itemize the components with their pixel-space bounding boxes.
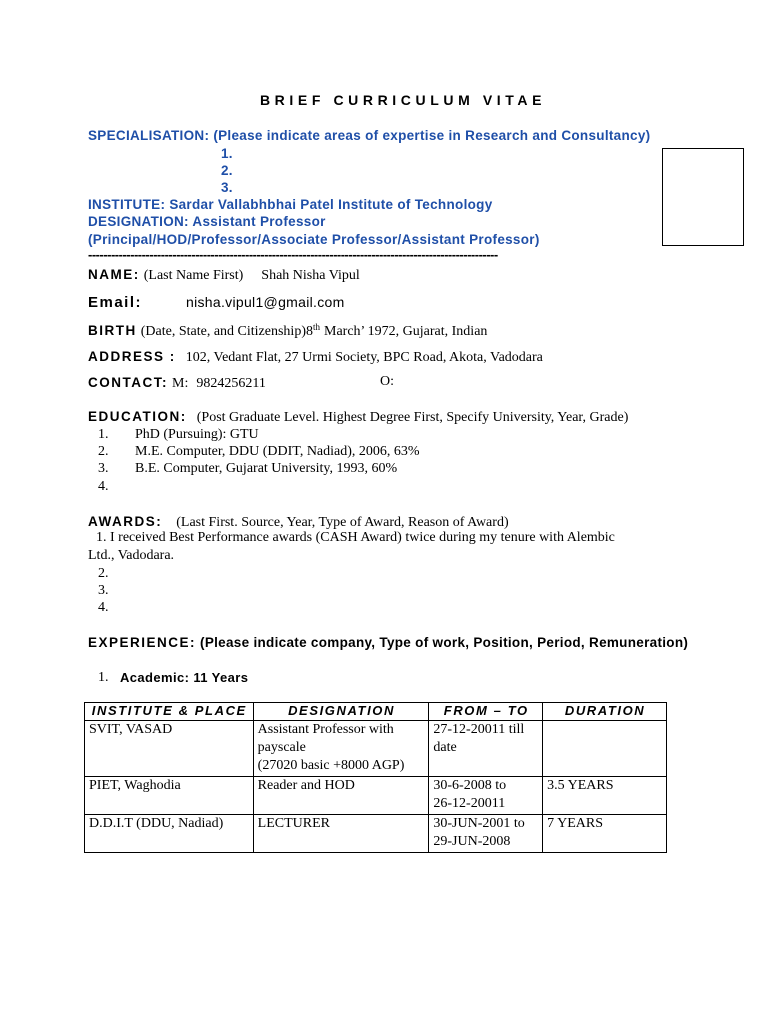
header-duration: DURATION xyxy=(543,703,667,721)
education-item-3-number: 3. xyxy=(98,461,109,476)
specialisation-note: (Please indicate areas of expertise in Research and Consultancy) xyxy=(213,128,651,143)
birth-day-suffix: th xyxy=(312,322,320,332)
contact-line xyxy=(88,374,266,392)
cell-from-to-line: 30-6-2008 to xyxy=(433,778,507,793)
award-item-1-line-2: Ltd., Vadodara. xyxy=(88,548,175,563)
institute-line xyxy=(88,197,493,212)
experience-table xyxy=(84,702,667,853)
specialisation-line xyxy=(88,128,650,143)
education-line xyxy=(88,408,628,426)
cell-from-to xyxy=(429,815,543,853)
birth-value: March’ 1972, Gujarat, Indian xyxy=(324,324,488,339)
cell-from-to-line: 27-12-20011 till xyxy=(433,722,525,737)
award-item-2: 2. xyxy=(98,566,109,581)
header-designation: DESIGNATION xyxy=(253,703,429,721)
cell-from-to xyxy=(429,777,543,815)
designation-options: (Principal/HOD/Professor/Associate Professor/Assistant Professor) xyxy=(88,232,540,247)
education-item-4-number: 4. xyxy=(98,479,109,494)
specialisation-item-3: 3. xyxy=(221,180,233,195)
cell-designation-line: (27020 basic +8000 AGP) xyxy=(257,758,405,773)
name-value: Shah Nisha Vipul xyxy=(261,268,360,283)
experience-label: EXPERIENCE: xyxy=(88,635,197,650)
email-value: nisha.vipul1@gmail.com xyxy=(186,294,345,310)
table-row xyxy=(85,721,667,777)
contact-office-prefix: O: xyxy=(380,374,394,389)
specialisation-item-2: 2. xyxy=(221,163,233,178)
experience-line xyxy=(88,634,688,652)
award-item-4: 4. xyxy=(98,600,109,615)
cell-from-to-line: 30-JUN-2001 to xyxy=(433,816,525,831)
awards-note: (Last First. Source, Year, Type of Award, Reason of Award) xyxy=(176,515,509,530)
cell-duration: 3.5 YEARS xyxy=(543,777,667,815)
cell-designation xyxy=(253,777,429,815)
cell-designation-line: LECTURER xyxy=(257,816,330,831)
award-item-3: 3. xyxy=(98,583,109,598)
name-label: NAME: xyxy=(88,267,140,282)
address-label: ADDRESS : xyxy=(88,349,176,364)
cell-duration: 7 YEARS xyxy=(543,815,667,853)
specialisation-label: SPECIALISATION: xyxy=(88,128,210,143)
photo-placeholder-box xyxy=(662,148,744,246)
cell-institute: PIET, Waghodia xyxy=(85,777,254,815)
cell-from-to-line: date xyxy=(433,740,457,755)
experience-note: (Please indicate company, Type of work, Position, Period, Remuneration) xyxy=(200,635,689,650)
email-line xyxy=(88,294,345,312)
education-item-2-number: 2. xyxy=(98,444,109,459)
designation-line xyxy=(88,214,326,229)
education-item-2-text: M.E. Computer, DDU (DDIT, Nadiad), 2006, 63% xyxy=(135,444,420,459)
birth-day: 8 xyxy=(305,324,313,339)
cell-designation-line: Reader and HOD xyxy=(257,778,355,793)
cell-from-to xyxy=(429,721,543,777)
specialisation-item-1: 1. xyxy=(221,146,233,161)
contact-mobile: 9824256211 xyxy=(196,376,266,391)
address-line xyxy=(88,348,543,366)
address-value: 102, Vedant Flat, 27 Urmi Society, BPC Road, Akota, Vadodara xyxy=(185,350,543,365)
education-item-1-number: 1. xyxy=(98,427,109,442)
education-item-3-text: B.E. Computer, Gujarat University, 1993, 60% xyxy=(135,461,398,476)
name-note: (Last Name First) xyxy=(143,268,244,283)
birth-line xyxy=(88,322,487,340)
academic-label: Academic: 11 Years xyxy=(120,670,249,685)
divider-line: ----------------------------------------------------------------------------------------------------------- xyxy=(88,247,498,262)
designation-label: DESIGNATION: xyxy=(88,214,189,229)
designation-value: Assistant Professor xyxy=(192,214,326,229)
cell-from-to-line: 26-12-20011 xyxy=(433,796,506,811)
cell-from-to-line: 29-JUN-2008 xyxy=(433,834,511,849)
cell-designation xyxy=(253,721,429,777)
cell-institute: SVIT, VASAD xyxy=(85,721,254,777)
cell-duration xyxy=(543,721,667,777)
awards-line xyxy=(88,513,509,531)
education-label: EDUCATION: xyxy=(88,409,187,424)
cell-designation-line: Assistant Professor with xyxy=(257,722,394,737)
academic-number: 1. xyxy=(98,670,109,685)
table-header-row xyxy=(85,703,667,721)
cell-designation xyxy=(253,815,429,853)
document-title: BRIEF CURRICULUM VITAE xyxy=(259,92,547,108)
contact-label: CONTACT: xyxy=(88,375,168,390)
email-label: Email: xyxy=(88,294,143,311)
header-from-to: FROM – TO xyxy=(429,703,543,721)
cell-institute: D.D.I.T (DDU, Nadiad) xyxy=(85,815,254,853)
education-note: (Post Graduate Level. Highest Degree First, Specify University, Year, Grade) xyxy=(196,410,629,425)
table-row xyxy=(85,815,667,853)
cell-designation-line: payscale xyxy=(257,740,306,755)
institute-label: INSTITUTE: xyxy=(88,197,166,212)
name-line xyxy=(88,266,360,284)
awards-label: AWARDS: xyxy=(88,514,163,529)
header-institute-place: INSTITUTE & PLACE xyxy=(85,703,254,721)
birth-note: (Date, State, and Citizenship) xyxy=(140,324,306,339)
contact-mobile-prefix: M: xyxy=(172,376,189,391)
award-item-1-line-1: 1. I received Best Performance awards (CASH Award) twice during my tenure with Alembic xyxy=(96,530,615,545)
institute-value: Sardar Vallabhbhai Patel Institute of Technology xyxy=(169,197,493,212)
table-row xyxy=(85,777,667,815)
education-item-1-text: PhD (Pursuing): GTU xyxy=(135,427,259,442)
birth-label: BIRTH xyxy=(88,323,137,338)
